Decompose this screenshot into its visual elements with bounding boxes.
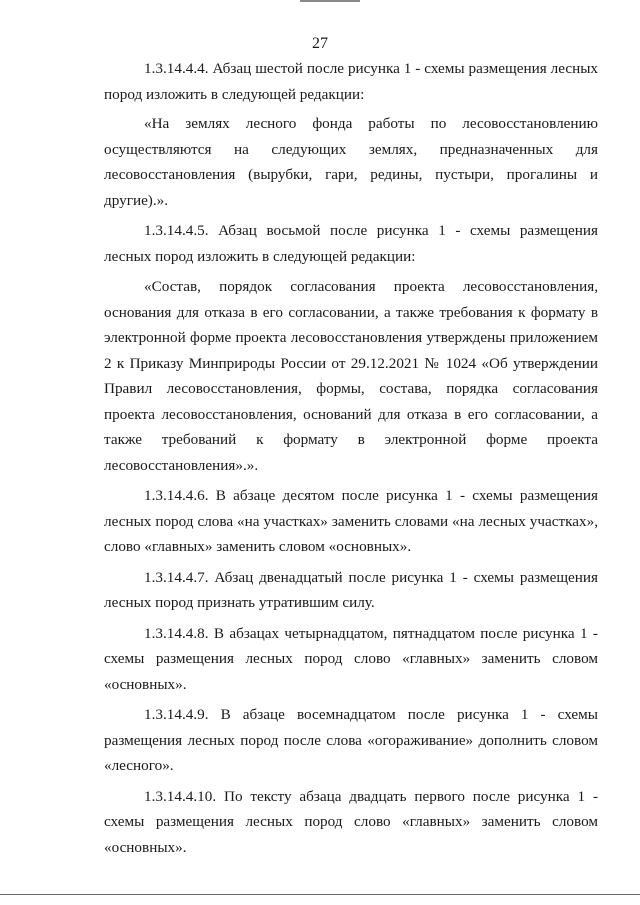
paragraph-1-3-14-4-4: 1.3.14.4.4. Абзац шестой после рисунка 1 - схемы размещения лесных пород изложить в следующей редакции: xyxy=(104,60,598,103)
paragraph-1-3-14-4-9: 1.3.14.4.9. В абзаце восемнадцатом после рисунка 1 - схемы размещения лесных пород после слова «огораживание» дополнить словом «лесного». xyxy=(104,706,598,774)
paragraph-1-3-14-4-7: 1.3.14.4.7. Абзац двенадцатый после рисунка 1 - схемы размещения лесных пород признать утратившим силу. xyxy=(104,568,598,611)
paragraph-1-3-14-4-10: 1.3.14.4.10. По тексту абзаца двадцать первого после рисунка 1 - схемы размещения лесных пород слово «главных» заменить словом «основных». xyxy=(104,787,598,856)
paragraph-quote-lesovosstanovlenie: «На землях лесного фонда работы по лесовосстановлению осуществляются на следующих землях, предназначенных для лесовосстановления (вырубки, гари, редины, пустыри, прогалины и другие).». xyxy=(104,115,598,209)
paragraph-1-3-14-4-6: 1.3.14.4.6. В абзаце десятом после рисунка 1 - схемы размещения лесных пород слова «на участках» заменить словами «на лесных участках», слово «главных» заменить словом «основных». xyxy=(104,487,598,555)
scan-edge-bottom xyxy=(0,894,640,895)
paragraph-1-3-14-4-8: 1.3.14.4.8. В абзацах четырнадцатом, пятнадцатом после рисунка 1 - схемы размещения лесных пород слово «главных» заменить словом «основных». xyxy=(104,624,598,693)
page-number: 27 xyxy=(312,35,328,52)
paragraph-quote-sostav: «Состав, порядок согласования проекта лесовосстановления, основания для отказа в его согласовании, а также требования к формату в электронной форме проекта лесовосстановления утверждены приложением 2 к Приказу Минприроды России от 29.12.2021 № 1024 «Об утверждении Правил лесовосстановления, формы, состава, порядка согласования проекта лесовосстановления, оснований для отказа в его согласовании, а также требований к формату в электронной форме проекта лесовосстановления».». xyxy=(104,278,598,474)
document-body xyxy=(104,56,598,860)
paragraph-1-3-14-4-5: 1.3.14.4.5. Абзац восьмой после рисунка 1 - схемы размещения лесных пород изложить в следующей редакции: xyxy=(104,222,598,265)
scan-edge-top xyxy=(300,0,360,2)
